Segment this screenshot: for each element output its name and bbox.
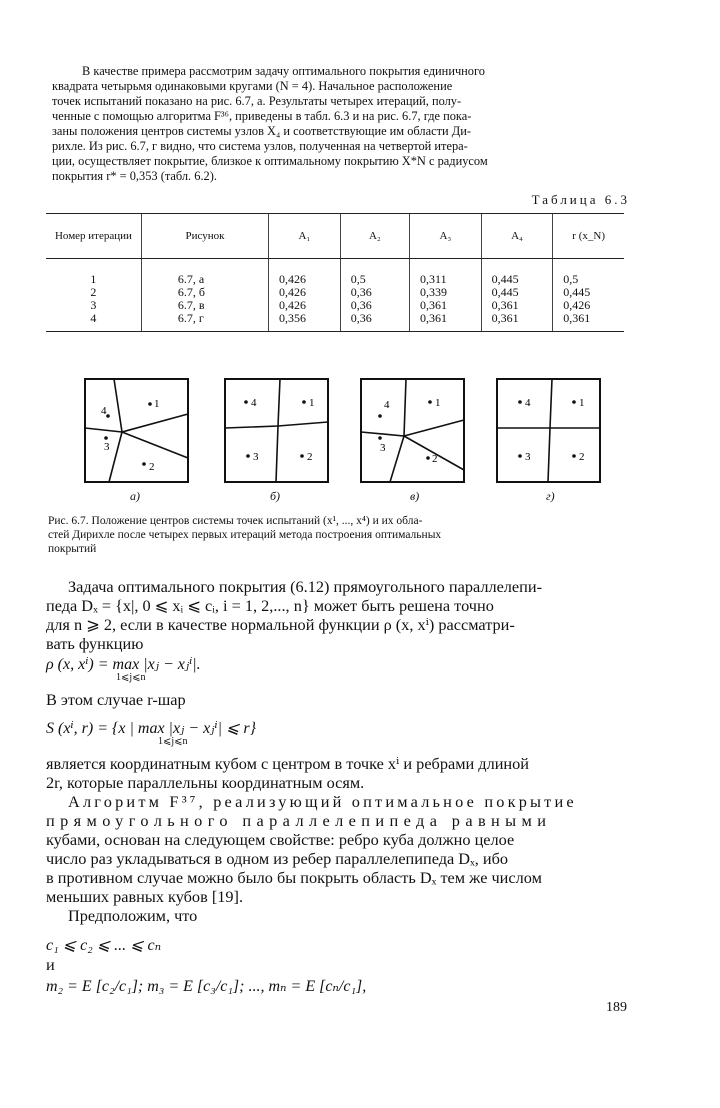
caption-line: стей Дирихле после четырех первых итераций метода построения оптимальных [48, 529, 442, 541]
formula-s [46, 718, 257, 747]
formula-text: S (xⁱ, r) = {x | max |xⱼ − xⱼⁱ| ⩽ r} [46, 720, 257, 737]
table-cell: 0,356 [279, 311, 307, 325]
text-line: педа Dₓ = {x|, 0 ⩽ xᵢ ⩽ cᵢ, i = 1, 2,..., n} может быть решена точно [46, 596, 494, 615]
text-line: для n ⩾ 2, если в качестве нормальной функции ρ (x, xⁱ) рассматри- [46, 615, 515, 634]
figure-column [141, 259, 268, 332]
text-line: В этом случае r-шар [46, 690, 186, 709]
figure-label-d: г) [546, 489, 555, 503]
r-column [553, 259, 624, 332]
text-line: меньших равных кубов [19]. [46, 887, 244, 906]
point-label: 4 [251, 397, 257, 409]
table-cell: 0,5 [563, 272, 579, 286]
table-cell: 0,311 [420, 272, 447, 286]
main-paragraph-2 [46, 754, 646, 792]
formula-m: m₂ = E [c₂/c₁]; m₃ = E [c₃/c₁]; ..., mₙ = E [cₙ/c₁], [46, 978, 367, 995]
table-cell: 1 [90, 272, 97, 286]
point-label: 2 [149, 461, 155, 473]
text-line: Алгоритм F³⁷, реализующий оптимальное покрытие [68, 792, 577, 811]
formula-c: c₁ ⩽ c₂ ⩽ ... ⩽ cₙ [46, 937, 162, 954]
point-label: 3 [525, 451, 531, 463]
text-line: квадрата четырьмя одинаковыми кругами (N = 4). Начальное расположение [52, 79, 453, 93]
point-label: 4 [101, 405, 107, 417]
results-table [46, 213, 624, 332]
point-label: 2 [307, 451, 313, 463]
caption-line: Рис. 6.7. Положение центров системы точек испытаний (x¹, ..., x⁴) и их обла- [48, 515, 423, 527]
algorithm-paragraph [46, 792, 646, 906]
table-cell: 0,445 [563, 285, 591, 299]
table-cell: 0,36 [350, 298, 372, 312]
and-word [46, 955, 646, 974]
text-line: прямоугольного параллелепипеда равными [46, 811, 552, 830]
formula-rho [46, 654, 201, 683]
header-figure: Рисунок [141, 214, 268, 259]
text-line: точек испытаний показано на рис. 6.7, а. Результаты четырех итераций, полу- [52, 94, 462, 108]
point-label: 1 [309, 397, 315, 409]
table-cell: 4 [90, 311, 97, 325]
text-line: кубами, основан на следующем свойстве: ребро куба должно целое [46, 830, 515, 849]
a3-column [410, 259, 482, 332]
text-line: и [46, 955, 55, 974]
point-label: 3 [380, 442, 386, 454]
header-a2: A₂ [340, 214, 409, 259]
table-cell: 0,445 [491, 285, 519, 299]
text-line: Задача оптимального покрытия (6.12) прямоугольного параллелепи- [68, 577, 543, 596]
table-cell: 0,426 [563, 298, 591, 312]
figure-label-b: б) [270, 489, 281, 503]
table-cell: 6.7, б [177, 285, 205, 299]
dirichlet-diagram-a [84, 378, 189, 483]
point-label: 1 [435, 397, 441, 409]
a2-column [340, 259, 409, 332]
point-label: 2 [579, 451, 585, 463]
text-line: ченные с помощью алгоритма F³⁶, приведены в табл. 6.3 и на рис. 6.7, где пока- [52, 109, 472, 123]
table-cell: 0,339 [420, 285, 448, 299]
dirichlet-diagram-c [360, 378, 465, 483]
figure-label-c: в) [410, 489, 420, 503]
header-r: r (x_N) [553, 214, 624, 259]
header-iteration: Номер итерации [46, 214, 141, 259]
intro-paragraph [52, 64, 642, 184]
table-cell: 0,361 [491, 298, 519, 312]
formula-subscript: 1⩽j⩽n [158, 736, 188, 747]
point-label: 1 [154, 398, 160, 410]
point-label: 1 [579, 397, 585, 409]
iteration-column [46, 259, 141, 332]
header-a3: A₃ [410, 214, 482, 259]
table-cell: 0,361 [420, 298, 448, 312]
a4-column [481, 259, 553, 332]
table-cell: 0,445 [491, 272, 519, 286]
table-cell: 0,36 [350, 285, 372, 299]
figure-caption [48, 514, 638, 556]
header-a1: A₁ [269, 214, 341, 259]
table-cell: 0,426 [279, 298, 307, 312]
text-line: 2r, которые параллельны координатным осям. [46, 773, 365, 792]
table-cell: 0,426 [279, 285, 307, 299]
dirichlet-diagram-b [224, 378, 329, 483]
table-cell: 0,361 [563, 311, 591, 325]
table-row [46, 259, 624, 332]
text-line: является координатным кубом с центром в точке xⁱ и ребрами длиной [46, 754, 529, 773]
table-caption: Таблица 6.3 [531, 192, 630, 207]
formula-text: ρ (x, xⁱ) = max |xⱼ − xⱼⁱ|. [46, 656, 201, 673]
main-paragraph-1 [46, 577, 646, 653]
a1-column [269, 259, 341, 332]
table-cell: 3 [90, 298, 97, 312]
table-cell: 6.7, г [177, 311, 204, 325]
text-line: в противном случае можно было бы покрыть область Dₓ тем же числом [46, 868, 542, 887]
table-cell: 0,361 [420, 311, 448, 325]
page-number: 189 [606, 1000, 627, 1015]
table-cell: 0,361 [491, 311, 519, 325]
point-label: 2 [432, 453, 438, 465]
text-line: ции, осуществляет покрытие, близкое к оптимальному покрытию X*N с радиусом [52, 154, 488, 168]
text-line: вать функцию [46, 634, 144, 653]
caption-line: покрытий [48, 543, 97, 555]
table-cell: 0,36 [350, 311, 372, 325]
text-line: заны положения центров системы узлов X₄ и соответствующие им области Ди- [52, 124, 471, 138]
point-label: 3 [253, 451, 259, 463]
figure-6-7 [84, 378, 624, 503]
point-label: 3 [104, 441, 110, 453]
point-label: 4 [525, 397, 531, 409]
rball-text [46, 690, 646, 709]
formula-subscript: 1⩽j⩽n [116, 672, 146, 683]
text-line: число раз укладываться в одном из ребер параллелепипеда Dₓ, ибо [46, 849, 509, 868]
point-label: 4 [384, 399, 390, 411]
text-line: В качестве примера рассмотрим задачу оптимального покрытия единичного [82, 64, 485, 78]
text-line: Предположим, что [68, 906, 198, 925]
figure-label-a: а) [130, 489, 140, 503]
text-line: рихле. Из рис. 6.7, г видно, что система узлов, полученная на четвертой итера- [52, 139, 468, 153]
table-cell: 0,426 [279, 272, 307, 286]
table-cell: 6.7, в [177, 298, 205, 312]
table-header-row [46, 214, 624, 259]
table-cell: 2 [90, 285, 97, 299]
dirichlet-diagram-d [496, 378, 601, 483]
table-cell: 0,5 [350, 272, 366, 286]
header-a4: A₄ [481, 214, 553, 259]
text-line: покрытия r* = 0,353 (табл. 6.2). [52, 169, 217, 183]
suppose-text [46, 906, 646, 925]
table-cell: 6.7, а [177, 272, 205, 286]
